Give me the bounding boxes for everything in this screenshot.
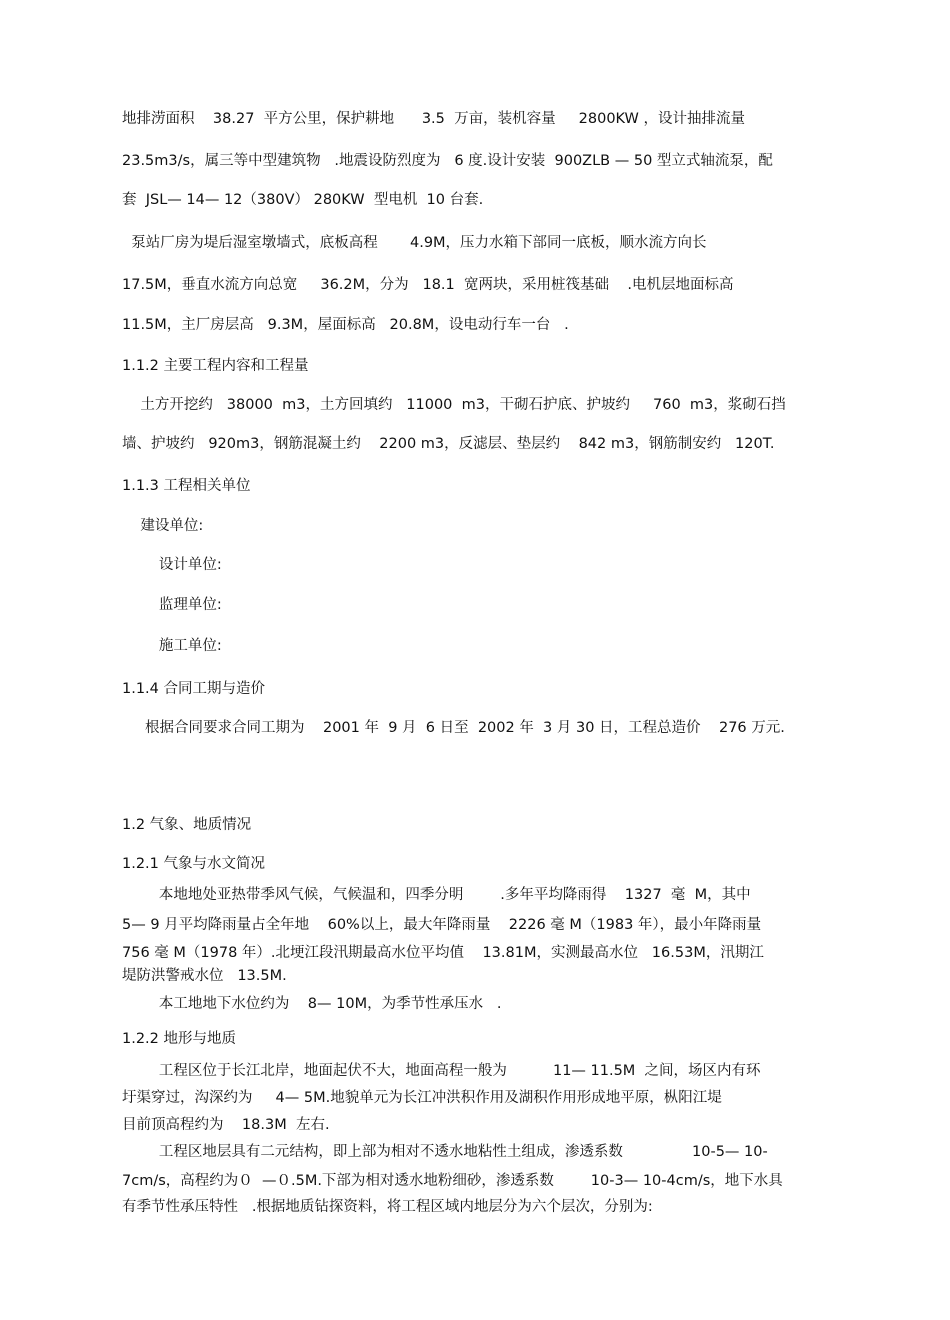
unit-label-contractor: 施工单位:	[122, 638, 222, 654]
paragraph-line: 工程区地层具有二元结构，即上部为相对不透水地粘性土组成，渗透系数 10-5— 10-	[122, 1144, 768, 1160]
section-heading: 1.1.3 工程相关单位	[122, 478, 251, 494]
paragraph-line: 工程区位于长江北岸，地面起伏不大，地面高程一般为 11— 11.5M 之间，场区内有环	[122, 1063, 761, 1079]
paragraph-line: 圩渠穿过，沟深约为 4— 5M.地貌单元为长江冲洪积作用及湖积作用形成地平原，枞阳江堤	[122, 1090, 722, 1106]
paragraph-line: 目前顶高程约为 18.3M 左右.	[122, 1117, 330, 1133]
paragraph-line: 堤防洪警戒水位 13.5M.	[122, 968, 287, 984]
paragraph-line: 5— 9 月平均降雨量占全年地 60%以上，最大年降雨量 2226 毫 M（1983 年），最小年降雨量	[122, 917, 762, 933]
paragraph-line: 地排涝面积 38.27 平方公里，保护耕地 3.5 万亩，装机容量 2800KW ，设计抽排流量	[122, 111, 745, 127]
paragraph-line: 756 毫 M（1978 年）.北埂江段汛期最高水位平均值 13.81M，实测最高水位 16.53M，汛期江	[122, 945, 764, 961]
paragraph-line: 7cm/s，高程约为０ —０.5M.下部为相对透水地粉细砂，渗透系数 10-3— 10-4cm/s，地下水具	[122, 1173, 783, 1189]
paragraph-line: 土方开挖约 38000 m3，土方回填约 11000 m3，干砌石护底、护坡约 760 m3，浆砌石挡	[122, 397, 786, 413]
paragraph-line: 泵站厂房为堤后湿室墩墙式，底板高程 4.9M，压力水箱下部同一底板，顺水流方向长	[122, 235, 707, 251]
paragraph-line: 有季节性承压特性 .根据地质钻探资料，将工程区域内地层分为六个层次，分别为:	[122, 1199, 653, 1215]
section-heading: 1.2.1 气象与水文简况	[122, 856, 266, 872]
paragraph-line: 17.5M，垂直水流方向总宽 36.2M，分为 18.1 宽两块，采用桩筏基础 .电机层地面标高	[122, 277, 734, 293]
paragraph-line: 23.5m3/s，属三等中型建筑物 .地震设防烈度为 6 度.设计安装 900ZLB — 50 型立式轴流泵，配	[122, 153, 773, 169]
paragraph-line: 11.5M，主厂房层高 9.3M，屋面标高 20.8M，设电动行车一台 .	[122, 317, 569, 333]
paragraph-line: 根据合同要求合同工期为 2001 年 9 月 6 日至 2002 年 3 月 30 日，工程总造价 276 万元.	[122, 720, 785, 736]
paragraph-line: 本工地地下水位约为 8— 10M，为季节性承压水 .	[122, 996, 502, 1012]
section-heading: 1.2.2 地形与地质	[122, 1031, 237, 1047]
section-heading: 1.1.2 主要工程内容和工程量	[122, 358, 309, 374]
paragraph-line: 墙、护坡约 920m3，钢筋混凝土约 2200 m3，反滤层、垫层约 842 m3，钢筋制安约 120T.	[122, 436, 775, 452]
section-heading: 1.1.4 合同工期与造价	[122, 681, 266, 697]
unit-label-supervision: 监理单位:	[122, 597, 222, 613]
unit-label-construction: 建设单位:	[122, 518, 204, 534]
paragraph-line: 本地地处亚热带季风气候，气候温和，四季分明 .多年平均降雨得 1327 毫 M，其中	[122, 887, 751, 903]
unit-label-design: 设计单位:	[122, 557, 222, 573]
section-heading: 1.2 气象、地质情况	[122, 817, 252, 833]
paragraph-line: 套 JSL— 14— 12（380V） 280KW 型电机 10 台套.	[122, 192, 484, 208]
